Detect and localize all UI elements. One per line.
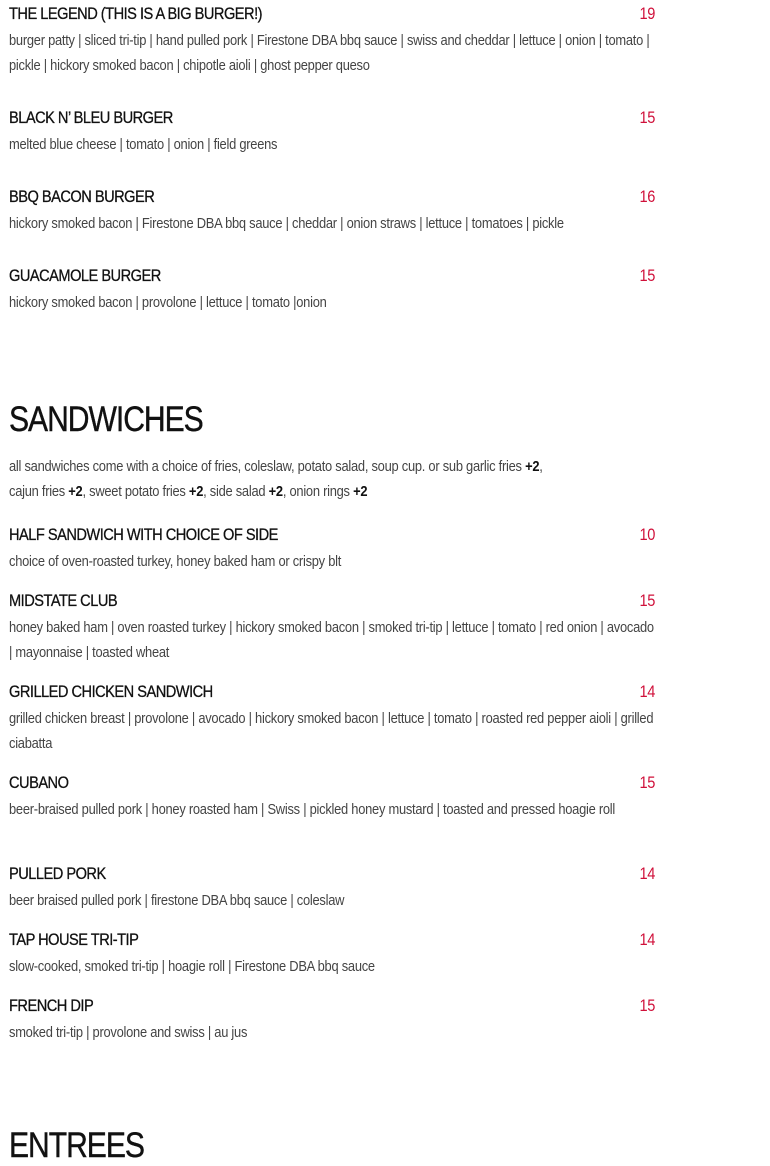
item-description: grilled chicken breast | provolone | avocado | hickory smoked bacon | lettuce | tomato | roasted red pepper aioli | grilled ciabatta [9,710,654,752]
note-upcharge: +2 [188,483,204,500]
menu-item-tap-house-tri-tip [9,930,655,979]
item-price: 15 [639,108,655,127]
note-upcharge: +2 [68,483,83,500]
section-title-entrees: ENTREES [9,1126,144,1165]
item-price: 14 [639,930,655,949]
item-name: PULLED PORK [9,864,106,883]
item-description: hickory smoked bacon | Firestone DBA bbq sauce | cheddar | onion straws | lettuce | tomatoes | pickle [9,215,564,232]
item-price: 15 [639,266,655,285]
item-name: THE LEGEND (THIS IS A BIG BURGER!) [9,4,262,23]
item-name: HALF SANDWICH WITH CHOICE OF SIDE [9,525,278,544]
item-price: 15 [639,591,655,610]
menu-item-grilled-chicken-sandwich [9,682,655,756]
item-name: TAP HOUSE TRI-TIP [9,930,139,949]
menu-item-black-n-bleu-burger [9,108,655,157]
item-description: melted blue cheese | tomato | onion | field greens [9,136,278,153]
note-upcharge: +2 [525,458,540,475]
item-description: beer-braised pulled pork | honey roasted ham | Swiss | pickled honey mustard | toasted and pressed hoagie roll [9,801,616,818]
item-price: 14 [639,864,655,883]
item-name: FRENCH DIP [9,996,94,1015]
item-description: smoked tri-tip | provolone and swiss | au jus [9,1024,248,1041]
item-name: GRILLED CHICKEN SANDWICH [9,682,213,701]
note-text: , cajun fries [9,458,543,500]
menu-item-midstate-club [9,591,655,665]
menu-item-french-dip [9,996,655,1045]
item-price: 16 [639,187,655,206]
item-price: 15 [639,773,655,792]
menu-item-bbq-bacon-burger [9,187,655,236]
item-description: honey baked ham | oven roasted turkey | hickory smoked bacon | smoked tri-tip | lettuce | tomato | red onion | avocado | mayonnaise | toasted wheat [9,619,654,661]
item-price: 15 [639,996,655,1015]
menu-item-the-legend [9,4,655,78]
item-name: MIDSTATE CLUB [9,591,118,610]
item-name: BBQ BACON BURGER [9,187,155,206]
item-price: 10 [639,525,655,544]
item-name: GUACAMOLE BURGER [9,266,161,285]
note-upcharge: +2 [268,483,283,500]
item-price: 14 [639,682,655,701]
menu-item-cubano [9,773,655,822]
item-name: CUBANO [9,773,69,792]
menu-item-half-sandwich [9,525,655,574]
item-description: choice of oven-roasted turkey, honey baked ham or crispy blt [9,553,342,570]
note-text: , onion rings [282,483,354,500]
item-description: beer braised pulled pork | firestone DBA bbq sauce | coleslaw [9,892,345,909]
note-text: , sweet potato fries [82,483,189,500]
item-name: BLACK N’ BLEU BURGER [9,108,173,127]
menu-item-pulled-pork [9,864,655,913]
section-note-sandwiches [9,454,565,504]
note-upcharge: +2 [353,483,368,500]
menu-item-guacamole-burger [9,266,655,315]
section-title-sandwiches: SANDWICHES [9,400,203,439]
item-description: burger patty | sliced tri-tip | hand pulled pork | Firestone DBA bbq sauce | swiss and cheddar | lettuce | onion | tomato | pickle | hickory smoked bacon | chipotle aioli | ghost pepper queso [9,32,650,74]
item-description: slow-cooked, smoked tri-tip | hoagie roll | Firestone DBA bbq sauce [9,958,375,975]
note-text: , side salad [203,483,269,500]
item-description: hickory smoked bacon | provolone | lettuce | tomato |onion [9,294,327,311]
item-price: 19 [639,4,655,23]
note-text: all sandwiches come with a choice of fries, coleslaw, potato salad, soup cup. or sub garlic fries [9,458,526,475]
